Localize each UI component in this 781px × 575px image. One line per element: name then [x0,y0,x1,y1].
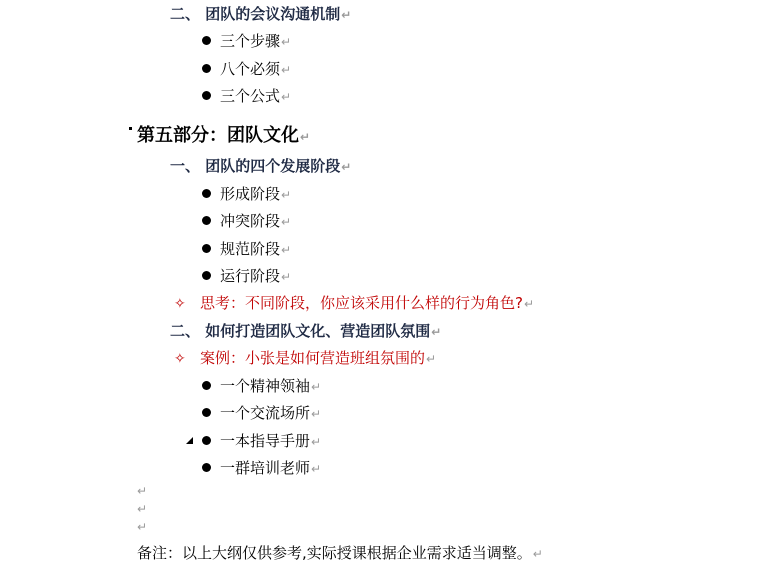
bullet-icon [202,381,211,390]
list-item [202,431,321,452]
remark-text: 备注：以上大纲仅供参考,实际授课根据企业需求适当调整。 [137,544,532,562]
list-item [202,376,321,397]
bullet-icon [202,436,211,445]
paragraph-mark-icon: ↵ [311,380,322,394]
bullet-icon [202,408,211,417]
list-item-text: 三个公式 [220,87,281,105]
list-item-text: 八个必须 [220,60,281,78]
paragraph-mark-icon: ↵ [281,270,292,284]
list-item-text: 形成阶段 [220,185,281,203]
paragraph-mark-icon: ↵ [137,502,148,516]
bullet-icon [202,216,211,225]
section-heading-text: 二、 如何打造团队文化、营造团队氛围 [170,322,431,340]
paragraph-mark-icon: ↵ [281,63,292,77]
list-item [202,184,291,205]
paragraph-mark-icon: ↵ [281,35,292,49]
list-item-text: 一群培训老师 [220,459,311,477]
paragraph-mark-icon: ↵ [281,188,292,202]
paragraph-mark-icon: ↵ [426,352,437,366]
paragraph-mark-icon: ↵ [137,484,148,498]
paragraph-mark-icon: ↵ [281,243,292,257]
paragraph-mark-icon: ↵ [341,8,352,22]
paragraph-mark-icon: ↵ [311,462,322,476]
paragraph-mark-icon: ↵ [311,407,322,421]
bullet-icon [202,244,211,253]
diamond-icon: ✧ [174,296,186,312]
case-note [174,348,436,369]
list-item-text: 规范阶段 [220,240,281,258]
list-item [202,458,321,479]
list-item-text: 一个精神领袖 [220,377,311,395]
think-note [174,293,534,314]
section-heading [170,4,351,25]
part-title [137,124,310,149]
paragraph-mark-icon: ↵ [300,130,311,144]
paragraph-mark-icon: ↵ [281,215,292,229]
list-item [202,266,291,287]
paragraph-mark-icon: ↵ [137,520,148,534]
paragraph-mark-icon: ↵ [281,90,292,104]
paragraph-mark-icon: ↵ [341,160,352,174]
bullet-icon [202,189,211,198]
bullet-icon [202,271,211,280]
list-item-text: 冲突阶段 [220,212,281,230]
paragraph-mark-icon: ↵ [523,297,535,311]
section-heading-text: 二、 团队的会议沟通机制 [170,5,341,23]
list-item-text: 三个步骤 [220,32,281,50]
list-item [202,211,291,232]
heading-marker [129,127,132,130]
list-item [202,403,321,424]
list-item [202,86,291,107]
think-text: 思考：不同阶段，你应该采用什么样的行为角色? [200,294,523,312]
paragraph-mark-icon: ↵ [431,325,442,339]
diamond-icon: ✧ [174,351,186,367]
bullet-icon [202,91,211,100]
remark-note [137,543,543,564]
case-text: 案例：小张是如何营造班组氛围的 [200,349,426,367]
list-item [202,239,291,260]
paragraph-mark-icon: ↵ [311,435,322,449]
list-item [202,59,291,80]
list-item [202,31,291,52]
list-item-text: 一个交流场所 [220,404,311,422]
bullet-icon [202,36,211,45]
paragraph-mark-icon: ↵ [532,547,543,561]
collapse-triangle-icon[interactable] [186,437,193,444]
section-heading [170,156,351,177]
part-title-text: 第五部分：团队文化 [137,125,299,146]
list-item-text: 运行阶段 [220,267,281,285]
bullet-icon [202,64,211,73]
section-heading-text: 一、 团队的四个发展阶段 [170,157,341,175]
list-item-text: 一本指导手册 [220,432,311,450]
section-heading [170,321,441,342]
bullet-icon [202,463,211,472]
